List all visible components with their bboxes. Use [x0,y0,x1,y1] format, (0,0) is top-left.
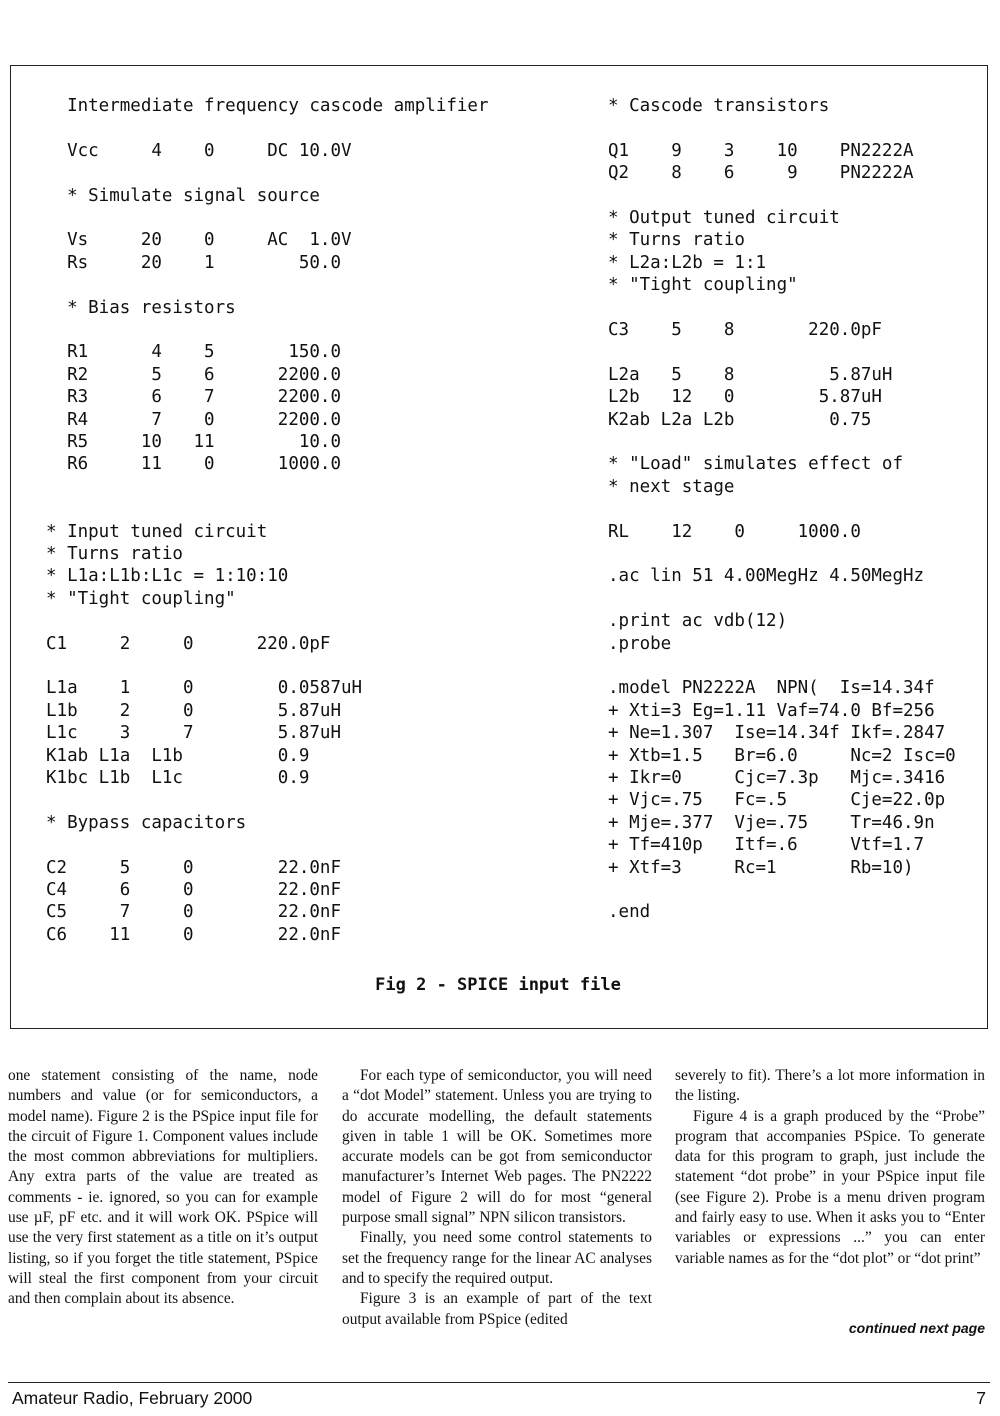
listing-line [46,610,489,632]
listing-line [46,319,489,341]
listing-line: * "Load" simulates effect of [608,454,904,475]
listing-line: .print ac vdb(12) [608,611,788,632]
listing-line [608,431,956,453]
listing-line: C4 6 0 22.0nF [46,880,342,901]
paragraph: Figure 4 is a graph produced by the “Probe” program that accompanies PSpice. To generate data for this program to graph, just include the statement “dot probe” in your PSpice input file (see Figure 2). Probe is a menu driven program and fairly easy to use. When it asks you to “Enter variables or expressions ...” you can enter variable names as for the “dot plot” or “dot print” [675,1107,985,1267]
paragraph: Finally, you need some control statements to set the frequency range for the linear AC analyses and to specify the required output. [342,1229,652,1287]
listing-line: Q2 8 6 9 PN2222A [608,163,914,184]
listing-line: + Vjc=.75 Fc=.5 Cje=22.0p [608,790,946,811]
listing-line: L2b 12 0 5.87uH [608,387,882,408]
footer-publication: Amateur Radio, February 2000 [12,1388,253,1408]
listing-line: .probe [608,633,672,654]
listing-line: * Bypass capacitors [46,812,247,833]
listing-line [608,588,956,610]
article-column-3 [675,1066,985,1269]
paragraph: severely to fit). There’s a lot more information in the listing. [675,1067,985,1105]
listing-line: R6 11 0 1000.0 [46,454,342,475]
listing-line [608,655,956,677]
listing-line: R5 10 11 10.0 [46,432,342,453]
listing-line [608,341,956,363]
listing-line: * Simulate signal source [46,185,320,206]
continued-next-page: continued next page [848,1320,985,1336]
paragraph: Figure 3 is an example of part of the text output available from PSpice (edited [342,1290,652,1328]
listing-line [46,476,489,498]
listing-line: C1 2 0 220.0pF [46,633,331,654]
listing-line: L1a 1 0 0.0587uH [46,678,363,699]
listing-line: + Ikr=0 Cjc=7.3p Mjc=.3416 [608,768,946,789]
listing-line [608,117,956,139]
listing-line: R1 4 5 150.0 [46,342,342,363]
listing-line: .ac lin 51 4.00MegHz 4.50MegHz [608,566,925,587]
listing-line: R4 7 0 2200.0 [46,409,342,430]
listing-line: * Cascode transistors [608,96,830,116]
spice-listing-left [46,95,489,946]
listing-line [608,543,956,565]
listing-line: * L2a:L2b = 1:1 [608,252,767,273]
listing-line [46,655,489,677]
listing-line: L2a 5 8 5.87uH [608,364,893,385]
listing-line: Q1 9 3 10 PN2222A [608,140,914,161]
article-column-1 [8,1066,318,1310]
listing-line: RL 12 0 1000.0 [608,521,861,542]
listing-line [46,162,489,184]
paragraph: For each type of semiconductor, you will need a “dot Model” statement. Unless you are trying to do accurate modelling, the default statements given in table 1 will be OK. Sometimes more accurate models can be got from semiconductor manufacturer’s Internet Web pages. The PN2222 model of Figure 2 will do for most “general purpose small signal” NPN silicon transistors. [342,1067,652,1227]
listing-line [608,879,956,901]
listing-line: R2 5 6 2200.0 [46,364,342,385]
listing-line [46,117,489,139]
listing-line: K2ab L2a L2b 0.75 [608,409,872,430]
listing-line: + Xtb=1.5 Br=6.0 Nc=2 Isc=0 [608,745,956,766]
article-column-2 [342,1066,652,1330]
listing-line: * "Tight coupling" [46,588,236,609]
listing-line: + Xtf=3 Rc=1 Rb=10) [608,857,914,878]
listing-line: * Output tuned circuit [608,208,840,228]
listing-line: L1c 3 7 5.87uH [46,723,342,744]
spice-listing-right [608,95,956,924]
listing-line [46,274,489,296]
listing-line: + Mje=.377 Vje=.75 Tr=46.9n [608,812,935,833]
listing-line: * next stage [608,476,735,497]
listing-line: * Input tuned circuit [46,521,268,542]
footer-divider [8,1382,990,1383]
listing-line [46,834,489,856]
listing-line: Vcc 4 0 DC 10.0V [46,140,352,161]
listing-line: .end [608,902,651,923]
listing-line: K1bc L1b L1c 0.9 [46,768,310,789]
listing-line: K1ab L1a L1b 0.9 [46,745,310,766]
page-number: 7 [976,1388,986,1408]
listing-line: * Turns ratio [46,544,183,565]
listing-line [46,498,489,520]
listing-line: * "Tight coupling" [608,275,798,296]
listing-line: + Xti=3 Eg=1.11 Vaf=74.0 Bf=256 [608,700,935,721]
listing-line: L1b 2 0 5.87uH [46,700,342,721]
listing-line: C5 7 0 22.0nF [46,902,342,923]
listing-line: + Ne=1.307 Ise=14.34f Ikf=.2847 [608,723,946,744]
listing-line: + Tf=410p Itf=.6 Vtf=1.7 [608,835,925,856]
listing-line: Intermediate frequency cascode amplifier [46,96,489,116]
listing-line: * Turns ratio [608,230,745,251]
listing-line [46,789,489,811]
listing-line [608,297,956,319]
figure-caption: Fig 2 - SPICE input file [375,975,621,995]
listing-line [46,207,489,229]
listing-line: * Bias resistors [46,297,236,318]
listing-line: R3 6 7 2200.0 [46,387,342,408]
paragraph: one statement consisting of the name, node numbers and value (or for semiconductors, a model name). Figure 2 is the PSpice input file for the circuit of Figure 1. Component values include the most common abbreviations for multipliers. Any extra parts of the value are treated as comments - ie. ignored, so you can for example use µF, pF etc. and it will work OK. PSpice will use the very first statement as a title on it’s output listing, so if you forget the title statement, PSpice will steal the first component from your circuit and then complain about its absence. [8,1067,318,1308]
listing-line [608,498,956,520]
listing-line: C6 11 0 22.0nF [46,924,342,945]
listing-line [608,185,956,207]
listing-line: * L1a:L1b:L1c = 1:10:10 [46,566,289,587]
listing-line: Vs 20 0 AC 1.0V [46,230,352,251]
listing-line: C3 5 8 220.0pF [608,320,882,341]
listing-line: Rs 20 1 50.0 [46,252,342,273]
listing-line: C2 5 0 22.0nF [46,857,342,878]
listing-line: .model PN2222A NPN( Is=14.34f [608,678,935,699]
